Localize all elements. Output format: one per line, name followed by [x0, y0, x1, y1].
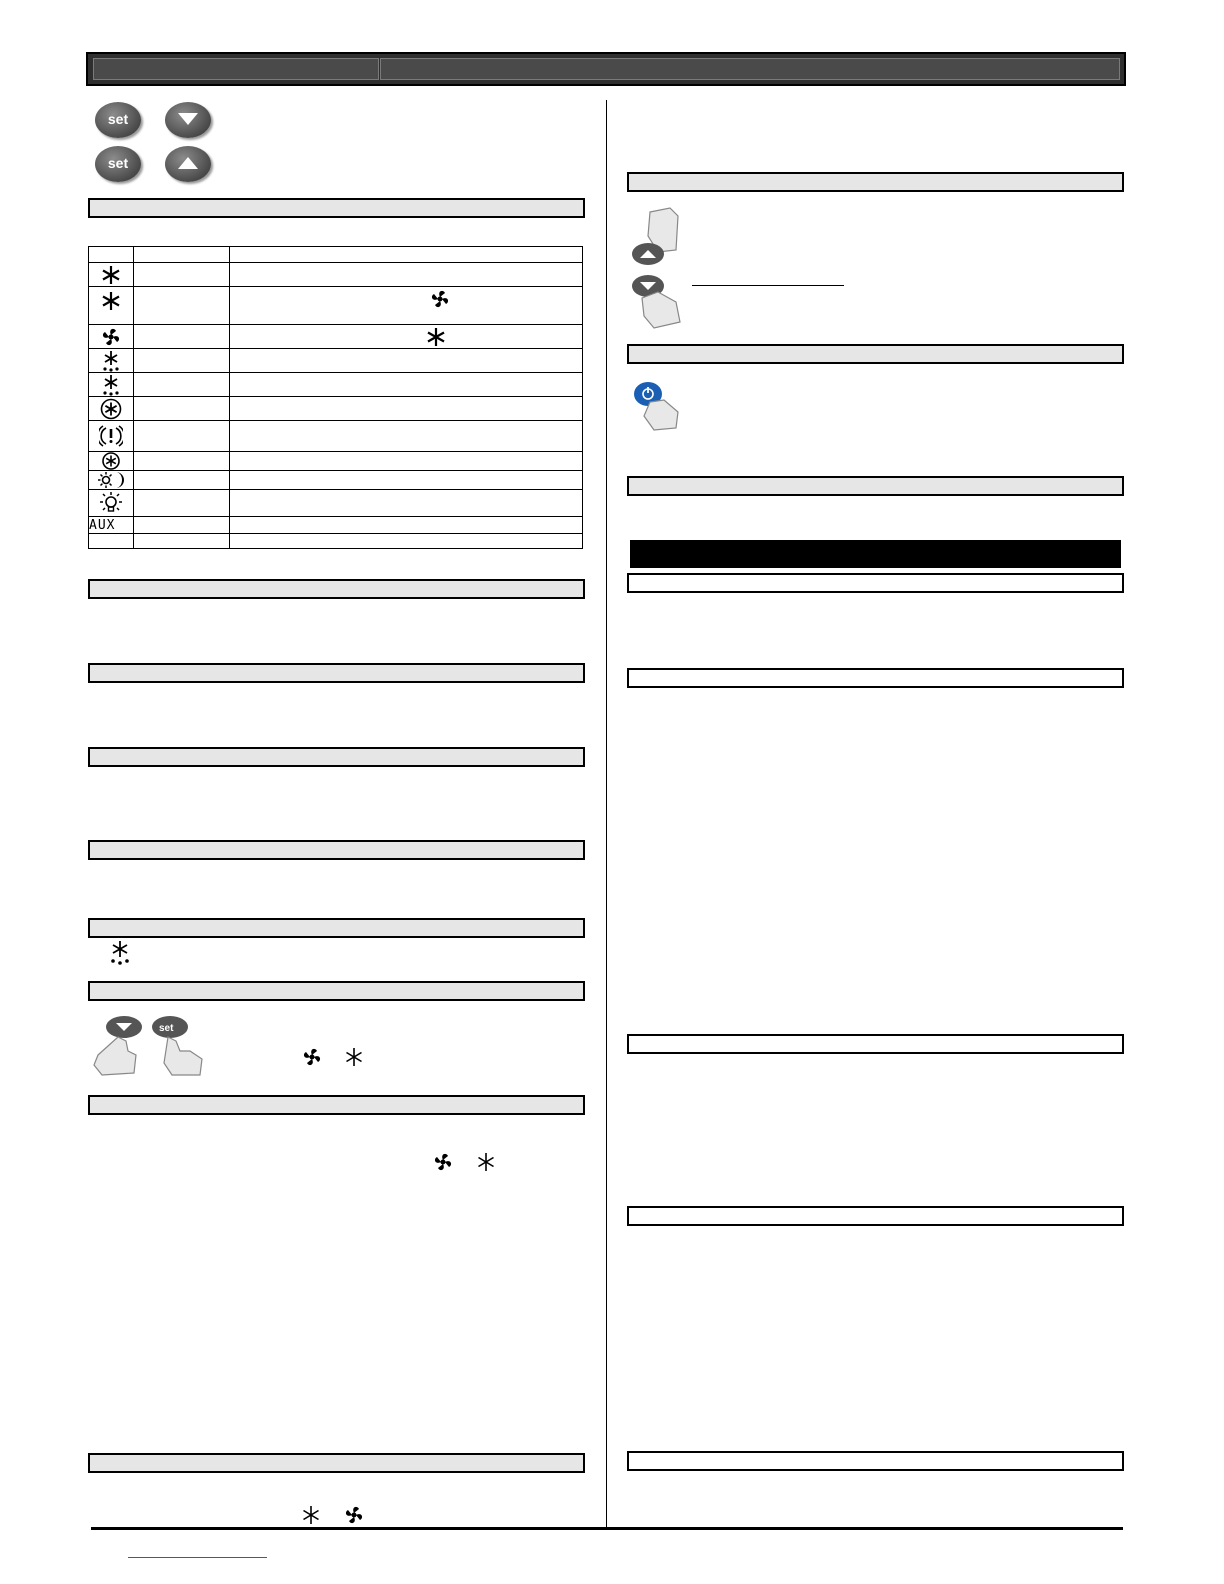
snowflake-icon — [426, 327, 446, 347]
down-key-icon — [165, 102, 211, 138]
table-row — [89, 421, 583, 452]
table-header-label — [134, 247, 230, 263]
snowflake-icon — [302, 1505, 320, 1525]
aux-icon: AUX — [89, 517, 134, 534]
section-bar — [88, 918, 585, 938]
section-bar — [88, 747, 585, 767]
column-divider — [606, 100, 607, 1528]
defrost-drip-icon — [89, 373, 134, 397]
underline-rule — [692, 285, 844, 286]
section-bar — [88, 840, 585, 860]
section-bar — [627, 344, 1124, 364]
section-bar — [88, 981, 585, 1001]
fan-icon — [344, 1505, 364, 1525]
icon-legend-table — [88, 246, 583, 549]
snowflake-icon — [345, 1047, 363, 1067]
table-row — [89, 349, 583, 373]
hand-press-down-icon — [628, 272, 690, 332]
table-row — [89, 471, 583, 490]
table-row — [89, 397, 583, 421]
section-bar — [627, 573, 1124, 593]
sun-moon-icon — [89, 471, 134, 490]
table-row — [89, 452, 583, 471]
header-right-title — [380, 58, 1120, 80]
section-bar — [627, 476, 1124, 496]
header-left-title — [93, 58, 379, 80]
snowflake-icon — [476, 1151, 496, 1173]
footer-rule — [91, 1527, 1123, 1530]
hand-press-down-icon — [88, 1015, 158, 1077]
up-key-icon — [165, 146, 211, 182]
table-row — [89, 325, 583, 349]
snowflake-icon — [89, 263, 134, 287]
section-bar — [627, 1206, 1124, 1226]
table-row — [89, 490, 583, 517]
power-button-icon — [630, 378, 686, 432]
defrost-drip-icon — [106, 940, 134, 966]
table-row — [89, 263, 583, 287]
fan-icon — [89, 325, 134, 349]
section-bar — [88, 579, 585, 599]
snowflake-circle-icon — [89, 452, 134, 471]
hand-press-set-icon — [150, 1015, 220, 1077]
document-header — [86, 52, 1126, 86]
set-key-icon: set — [95, 102, 141, 138]
light-bulb-icon — [89, 490, 134, 517]
defrost-drip-icon — [89, 349, 134, 373]
fan-icon — [432, 1151, 454, 1173]
section-bar — [88, 663, 585, 683]
table-header-icon — [89, 247, 134, 263]
section-bar — [88, 1095, 585, 1115]
section-bar — [627, 172, 1124, 192]
section-bar — [627, 1451, 1124, 1471]
table-row — [89, 517, 583, 534]
section-bar — [627, 668, 1124, 688]
table-row — [89, 373, 583, 397]
table-row — [89, 534, 583, 549]
fan-icon — [302, 1047, 322, 1067]
black-title-bar — [630, 540, 1121, 568]
table-row — [89, 287, 583, 325]
section-bar — [627, 1034, 1124, 1054]
section-bar — [88, 1453, 585, 1473]
snowflake-circle-icon — [89, 397, 134, 421]
snowflake-icon — [89, 287, 134, 325]
footer-link-underline[interactable] — [128, 1557, 267, 1558]
svg-text:set: set — [159, 1023, 174, 1034]
table-header-description — [230, 247, 583, 263]
fan-icon — [430, 289, 450, 309]
hand-press-up-icon — [628, 206, 690, 268]
section-bar — [88, 198, 585, 218]
alarm-icon — [89, 421, 134, 452]
set-key-icon: set — [95, 146, 141, 182]
